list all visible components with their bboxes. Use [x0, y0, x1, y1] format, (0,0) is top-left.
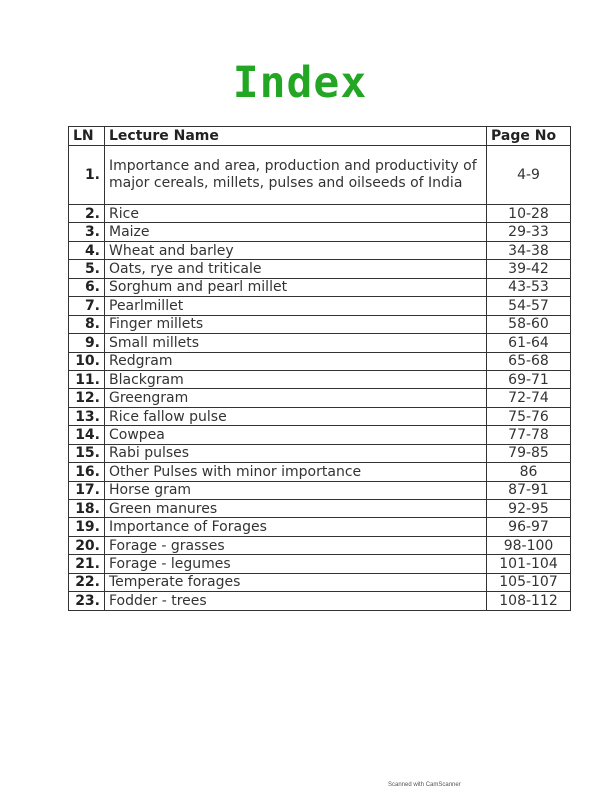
lecture-number: 22.	[69, 573, 105, 591]
page-range: 34-38	[487, 241, 571, 259]
page-range: 65-68	[487, 352, 571, 370]
page-range: 108-112	[487, 592, 571, 610]
lecture-name-header: Lecture Name	[105, 127, 487, 146]
table-row	[69, 260, 571, 278]
lecture-number: 18.	[69, 500, 105, 518]
lecture-name: Fodder - trees	[105, 592, 487, 610]
lecture-number: 3.	[69, 223, 105, 241]
page-range: 77-78	[487, 426, 571, 444]
page-range: 86	[487, 463, 571, 481]
lecture-number: 8.	[69, 315, 105, 333]
lecture-name: Forage - grasses	[105, 536, 487, 554]
lecture-name: Cowpea	[105, 426, 487, 444]
lecture-number: 17.	[69, 481, 105, 499]
table-row	[69, 297, 571, 315]
page-range: 58-60	[487, 315, 571, 333]
lecture-name: Green manures	[105, 500, 487, 518]
ln-header: LN	[69, 127, 105, 146]
table-header-row	[69, 127, 571, 146]
table-row	[69, 426, 571, 444]
table-row	[69, 536, 571, 554]
lecture-number: 7.	[69, 297, 105, 315]
table-row	[69, 241, 571, 259]
table-row	[69, 592, 571, 610]
lecture-name: Finger millets	[105, 315, 487, 333]
lecture-name: Maize	[105, 223, 487, 241]
lecture-number: 12.	[69, 389, 105, 407]
page-range: 54-57	[487, 297, 571, 315]
lecture-name: Forage - legumes	[105, 555, 487, 573]
page-range: 98-100	[487, 536, 571, 554]
lecture-name: Temperate forages	[105, 573, 487, 591]
lecture-name: Greengram	[105, 389, 487, 407]
lecture-number: 19.	[69, 518, 105, 536]
page-range: 72-74	[487, 389, 571, 407]
lecture-number: 9.	[69, 334, 105, 352]
lecture-number: 15.	[69, 444, 105, 462]
lecture-number: 16.	[69, 463, 105, 481]
lecture-name: Rice fallow pulse	[105, 407, 487, 425]
lecture-number: 21.	[69, 555, 105, 573]
table-row	[69, 481, 571, 499]
page-range: 87-91	[487, 481, 571, 499]
lecture-name: Redgram	[105, 352, 487, 370]
page-range: 75-76	[487, 407, 571, 425]
page-range: 43-53	[487, 278, 571, 296]
lecture-name: Rabi pulses	[105, 444, 487, 462]
page-range: 96-97	[487, 518, 571, 536]
table-row	[69, 146, 571, 205]
table-row	[69, 278, 571, 296]
table-row	[69, 555, 571, 573]
lecture-name: Small millets	[105, 334, 487, 352]
lecture-number: 10.	[69, 352, 105, 370]
lecture-name: Rice	[105, 205, 487, 223]
table-row	[69, 573, 571, 591]
table-row	[69, 500, 571, 518]
lecture-name: Importance of Forages	[105, 518, 487, 536]
scan-watermark: Scanned with CamScanner	[388, 782, 461, 788]
table-row	[69, 389, 571, 407]
page-no-header: Page No	[487, 127, 571, 146]
lecture-number: 14.	[69, 426, 105, 444]
lecture-name: Pearlmillet	[105, 297, 487, 315]
lecture-number: 23.	[69, 592, 105, 610]
page-range: 105-107	[487, 573, 571, 591]
lecture-number: 5.	[69, 260, 105, 278]
page-range: 79-85	[487, 444, 571, 462]
table-row	[69, 370, 571, 388]
page-range: 39-42	[487, 260, 571, 278]
page-range: 4-9	[487, 146, 571, 205]
lecture-number: 13.	[69, 407, 105, 425]
lecture-name: Other Pulses with minor importance	[105, 463, 487, 481]
page-range: 10-28	[487, 205, 571, 223]
lecture-name: Sorghum and pearl millet	[105, 278, 487, 296]
table-row	[69, 315, 571, 333]
table-row	[69, 518, 571, 536]
lecture-number: 2.	[69, 205, 105, 223]
page-range: 69-71	[487, 370, 571, 388]
table-row	[69, 223, 571, 241]
lecture-name: Horse gram	[105, 481, 487, 499]
table-row	[69, 407, 571, 425]
lecture-name: Blackgram	[105, 370, 487, 388]
lecture-number: 6.	[69, 278, 105, 296]
table-row	[69, 205, 571, 223]
table-row	[69, 334, 571, 352]
lecture-number: 1.	[69, 146, 105, 205]
index-table-body	[69, 146, 571, 611]
page-range: 61-64	[487, 334, 571, 352]
page-range: 29-33	[487, 223, 571, 241]
lecture-number: 11.	[69, 370, 105, 388]
lecture-number: 4.	[69, 241, 105, 259]
index-table	[68, 126, 571, 611]
lecture-name: Wheat and barley	[105, 241, 487, 259]
table-row	[69, 352, 571, 370]
lecture-name: Importance and area, production and productivity of major cereals, millets, pulses and oilseeds of India	[105, 146, 487, 205]
table-row	[69, 444, 571, 462]
lecture-number: 20.	[69, 536, 105, 554]
lecture-name: Oats, rye and triticale	[105, 260, 487, 278]
page-title: Index	[232, 58, 368, 108]
page-range: 101-104	[487, 555, 571, 573]
page-range: 92-95	[487, 500, 571, 518]
table-row	[69, 463, 571, 481]
